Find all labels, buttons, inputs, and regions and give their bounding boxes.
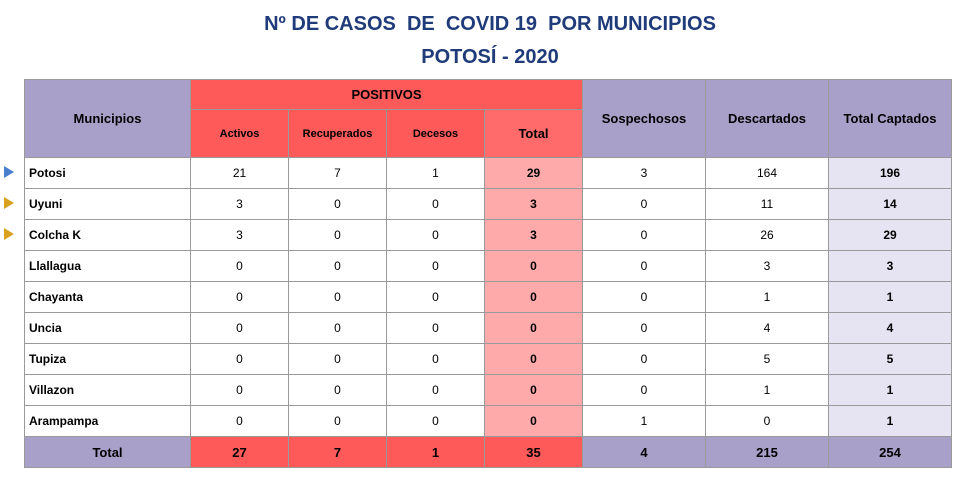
- cell-activos: 0: [191, 251, 289, 282]
- cell-sospechosos: 1: [583, 406, 706, 437]
- cell-municipio: Llallagua: [25, 251, 191, 282]
- cell-sospechosos: 0: [583, 189, 706, 220]
- cell-total-captados: 14: [829, 189, 952, 220]
- cell-municipio: Colcha K: [25, 220, 191, 251]
- table-row: [25, 313, 952, 344]
- cell-total: 29: [485, 158, 583, 189]
- cell-activos: 21: [191, 158, 289, 189]
- cell-descartados: 5: [706, 344, 829, 375]
- arrow-right-icon: [4, 166, 14, 178]
- cell-activos: 3: [191, 189, 289, 220]
- cell-decesos: 0: [387, 189, 485, 220]
- cell-decesos: 0: [387, 375, 485, 406]
- header-descartados: Descartados: [706, 80, 829, 158]
- cell-sospechosos: 0: [583, 251, 706, 282]
- table-row: [25, 282, 952, 313]
- cell-sospechosos: 0: [583, 313, 706, 344]
- cell-recuperados: 7: [289, 158, 387, 189]
- cell-activos: 0: [191, 406, 289, 437]
- cell-decesos: 0: [387, 220, 485, 251]
- table-row: [25, 406, 952, 437]
- cell-sospechosos: 0: [583, 344, 706, 375]
- cell-recuperados: 0: [289, 344, 387, 375]
- footer-total-captados: 254: [829, 437, 952, 468]
- cell-total: 0: [485, 313, 583, 344]
- cell-recuperados: 0: [289, 313, 387, 344]
- footer-label: Total: [25, 437, 191, 468]
- cell-sospechosos: 0: [583, 282, 706, 313]
- cell-decesos: 1: [387, 158, 485, 189]
- cell-sospechosos: 3: [583, 158, 706, 189]
- cell-decesos: 0: [387, 313, 485, 344]
- cell-municipio: Uncia: [25, 313, 191, 344]
- cell-descartados: 1: [706, 282, 829, 313]
- cell-recuperados: 0: [289, 189, 387, 220]
- cell-total: 0: [485, 375, 583, 406]
- cell-sospechosos: 0: [583, 220, 706, 251]
- header-activos: Activos: [191, 110, 289, 158]
- footer-descartados: 215: [706, 437, 829, 468]
- header-total-captados: Total Captados: [829, 80, 952, 158]
- cell-total-captados: 1: [829, 282, 952, 313]
- table-row: [25, 189, 952, 220]
- header-decesos: Decesos: [387, 110, 485, 158]
- cell-recuperados: 0: [289, 375, 387, 406]
- table-row: [25, 220, 952, 251]
- header-recuperados: Recuperados: [289, 110, 387, 158]
- header-municipios: Municipios: [25, 80, 191, 158]
- cell-municipio: Potosi: [25, 158, 191, 189]
- cell-total-captados: 1: [829, 375, 952, 406]
- footer-decesos: 1: [387, 437, 485, 468]
- cell-decesos: 0: [387, 344, 485, 375]
- page-title: Nº DE CASOS DE COVID 19 POR MUNICIPIOS: [264, 13, 716, 35]
- cell-total-captados: 196: [829, 158, 952, 189]
- cell-decesos: 0: [387, 282, 485, 313]
- cell-recuperados: 0: [289, 220, 387, 251]
- cell-descartados: 4: [706, 313, 829, 344]
- footer-activos: 27: [191, 437, 289, 468]
- cell-total: 0: [485, 406, 583, 437]
- cell-activos: 0: [191, 375, 289, 406]
- cell-activos: 3: [191, 220, 289, 251]
- cell-recuperados: 0: [289, 251, 387, 282]
- table-row: [25, 344, 952, 375]
- cell-recuperados: 0: [289, 282, 387, 313]
- table-row: [25, 375, 952, 406]
- table-row: [25, 158, 952, 189]
- cell-decesos: 0: [387, 251, 485, 282]
- header-sospechosos: Sospechosos: [583, 80, 706, 158]
- footer-total: 35: [485, 437, 583, 468]
- cell-sospechosos: 0: [583, 375, 706, 406]
- cell-activos: 0: [191, 344, 289, 375]
- cell-municipio: Villazon: [25, 375, 191, 406]
- cell-total: 0: [485, 282, 583, 313]
- cell-activos: 0: [191, 282, 289, 313]
- cell-total-captados: 29: [829, 220, 952, 251]
- cell-municipio: Tupiza: [25, 344, 191, 375]
- cell-descartados: 11: [706, 189, 829, 220]
- header-total: Total: [485, 110, 583, 158]
- cell-total: 3: [485, 220, 583, 251]
- cell-recuperados: 0: [289, 406, 387, 437]
- cell-total: 3: [485, 189, 583, 220]
- arrow-right-icon: [4, 228, 14, 240]
- cell-activos: 0: [191, 313, 289, 344]
- cell-total: 0: [485, 344, 583, 375]
- cell-descartados: 3: [706, 251, 829, 282]
- cell-total-captados: 1: [829, 406, 952, 437]
- cell-total-captados: 4: [829, 313, 952, 344]
- table-row: [25, 251, 952, 282]
- footer-sospechosos: 4: [583, 437, 706, 468]
- cell-decesos: 0: [387, 406, 485, 437]
- cell-descartados: 1: [706, 375, 829, 406]
- cell-descartados: 26: [706, 220, 829, 251]
- cell-municipio: Uyuni: [25, 189, 191, 220]
- cell-descartados: 164: [706, 158, 829, 189]
- page-subtitle: POTOSÍ - 2020: [421, 46, 559, 68]
- cell-descartados: 0: [706, 406, 829, 437]
- covid-cases-table: [24, 79, 952, 468]
- cell-municipio: Chayanta: [25, 282, 191, 313]
- cell-total: 0: [485, 251, 583, 282]
- cell-total-captados: 3: [829, 251, 952, 282]
- cell-municipio: Arampampa: [25, 406, 191, 437]
- footer-recuperados: 7: [289, 437, 387, 468]
- header-positivos: POSITIVOS: [191, 80, 583, 110]
- arrow-right-icon: [4, 197, 14, 209]
- cell-total-captados: 5: [829, 344, 952, 375]
